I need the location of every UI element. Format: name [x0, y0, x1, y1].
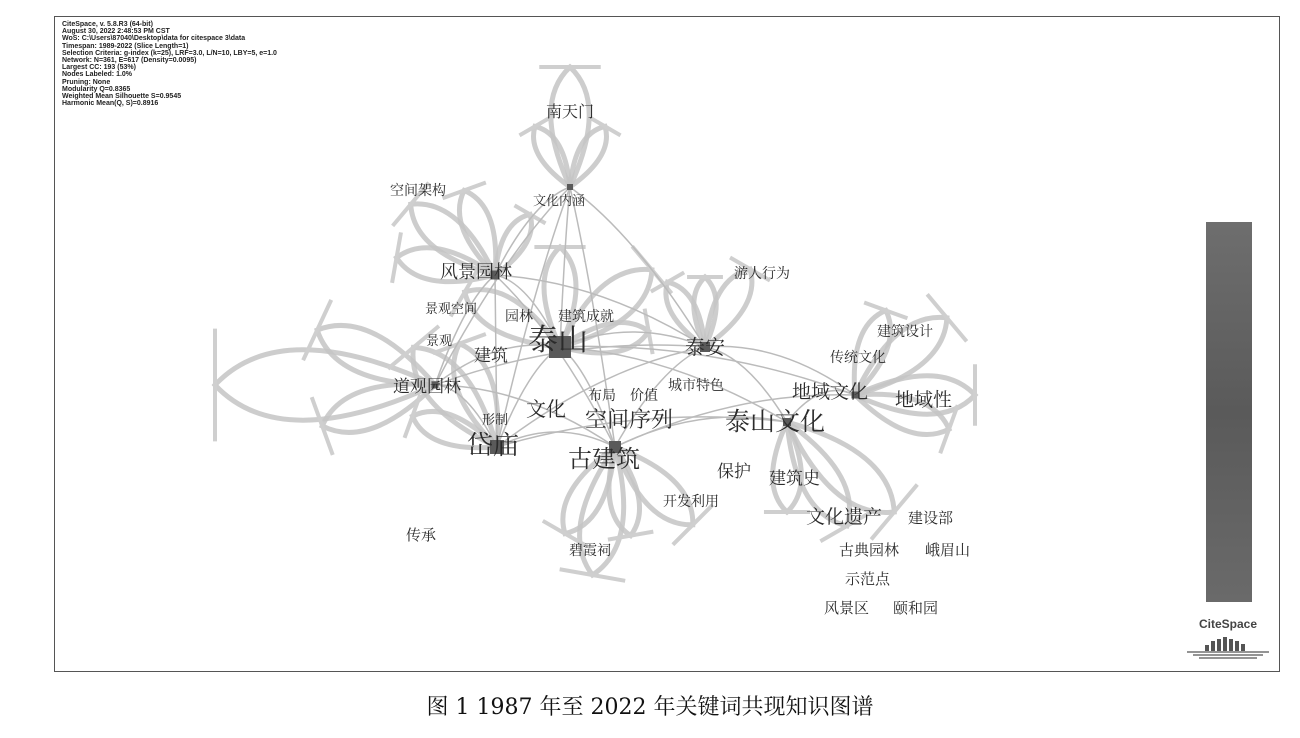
keyword-label: 建设部	[908, 509, 954, 527]
keyword-label: 风景区	[824, 599, 870, 617]
keyword-network-graph	[55, 17, 1280, 672]
info-line: Pruning: None	[62, 78, 111, 86]
network-edge	[312, 397, 333, 455]
keyword-label: 文化内涵	[533, 194, 586, 209]
keyword-label: 建筑史	[769, 469, 820, 489]
info-line: Weighted Mean Silhouette S=0.9545	[62, 93, 182, 101]
keyword-label: 建筑成就	[558, 309, 614, 325]
keyword-label: 景观空间	[425, 302, 478, 317]
info-line: Selection Criteria: g-index (k=25), LRF=3.0, L/N=10, LBY=5, e=1.0	[62, 49, 277, 57]
keyword-label: 古建筑	[568, 445, 640, 473]
timeline-color-bar	[1206, 222, 1252, 602]
keyword-label: 颐和园	[893, 599, 939, 617]
keyword-label: 开发利用	[663, 494, 719, 510]
keyword-label: 游人行为	[734, 266, 790, 282]
keyword-label: 道观园林	[393, 377, 461, 397]
keyword-label: 风景园林	[440, 262, 512, 283]
citespace-logo	[1183, 615, 1273, 659]
keyword-label: 景观	[426, 334, 453, 349]
keyword-label: 泰山	[528, 323, 588, 358]
keyword-label: 地域文化	[792, 381, 869, 403]
info-line: Timespan: 1989-2022 (Slice Length=1)	[62, 42, 189, 50]
keyword-label: 传承	[406, 526, 437, 544]
figure-caption: 图 1 1987 年至 2022 年关键词共现知识图谱	[426, 695, 874, 720]
citespace-logo-text: CiteSpace	[1198, 617, 1258, 631]
keyword-label: 文化遗产	[806, 506, 883, 528]
keyword-label: 空间架构	[390, 183, 446, 199]
keyword-label: 碧霞祠	[569, 543, 611, 559]
keyword-label: 峨眉山	[925, 541, 971, 559]
keyword-label: 保护	[717, 462, 751, 482]
info-line: August 30, 2022 2:48:53 PM CST	[62, 28, 170, 36]
keyword-label: 岱庙	[467, 431, 520, 461]
info-line: WoS: C:\Users\87040\Desktop\data for citespace 3\data	[62, 35, 246, 43]
keyword-label: 古典园林	[839, 541, 900, 559]
info-line: Harmonic Mean(Q, S)=0.8916	[62, 100, 159, 108]
keyword-label: 传统文化	[830, 350, 886, 366]
keyword-label: 泰安	[685, 335, 725, 359]
network-figure-frame	[54, 16, 1280, 672]
keyword-label: 建筑	[474, 346, 508, 366]
keyword-label: 布局	[588, 388, 616, 404]
keyword-label: 示范点	[845, 570, 891, 588]
info-line: Nodes Labeled: 1.0%	[62, 71, 133, 79]
keyword-label: 价值	[630, 388, 658, 404]
keyword-label: 南天门	[546, 102, 595, 121]
info-line: CiteSpace, v. 5.8.R3 (64-bit)	[62, 21, 153, 28]
keyword-label: 空间序列	[585, 408, 674, 433]
keyword-label: 城市特色	[668, 378, 724, 394]
keyword-label: 园林	[505, 309, 533, 325]
citespace-info-panel	[62, 21, 277, 107]
keyword-label: 泰山文化	[725, 407, 826, 436]
keyword-label: 地域性	[895, 389, 953, 411]
info-line: Network: N=361, E=617 (Density=0.0095)	[62, 57, 197, 65]
info-line: Modularity Q=0.8365	[62, 85, 131, 93]
keyword-label: 建筑设计	[877, 324, 933, 340]
info-line: Largest CC: 193 (53%)	[62, 64, 136, 72]
keyword-label: 文化	[526, 397, 566, 421]
keyword-label: 形制	[482, 413, 509, 428]
network-edge	[551, 67, 589, 187]
